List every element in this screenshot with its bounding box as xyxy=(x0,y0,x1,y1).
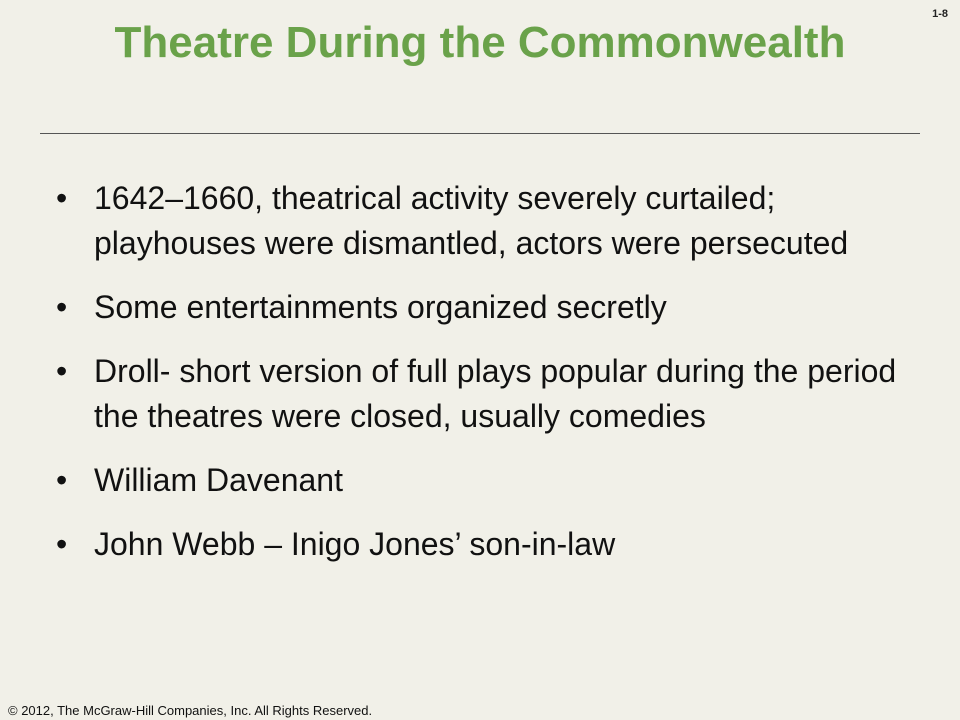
bullet-icon: • xyxy=(56,180,68,216)
bullet-text: Droll- short version of full plays popular during the period the theatres were closed, usually comedies xyxy=(94,353,897,434)
bullet-icon: • xyxy=(56,526,68,562)
bullet-item xyxy=(56,176,916,266)
bullet-item xyxy=(56,349,916,439)
bullet-icon: • xyxy=(56,462,68,498)
bullet-text: 1642–1660, theatrical activity severely curtailed; playhouses were dismantled, actors were persecuted xyxy=(94,180,849,261)
page-number: 1-8 xyxy=(932,8,948,20)
bullet-item xyxy=(56,522,916,567)
bullet-icon: • xyxy=(56,289,68,325)
bullet-text: John Webb – Inigo Jones’ son-in-law xyxy=(94,526,616,562)
bullet-item xyxy=(56,458,916,503)
bullet-item xyxy=(56,285,916,330)
title-divider xyxy=(40,133,920,134)
bullet-text: William Davenant xyxy=(94,462,343,498)
bullet-list xyxy=(56,176,916,586)
bullet-text: Some entertainments organized secretly xyxy=(94,289,667,325)
slide-title: Theatre During the Commonwealth xyxy=(114,18,846,67)
bullet-icon: • xyxy=(56,353,68,389)
copyright-notice: © 2012, The McGraw-Hill Companies, Inc. All Rights Reserved. xyxy=(8,703,373,718)
